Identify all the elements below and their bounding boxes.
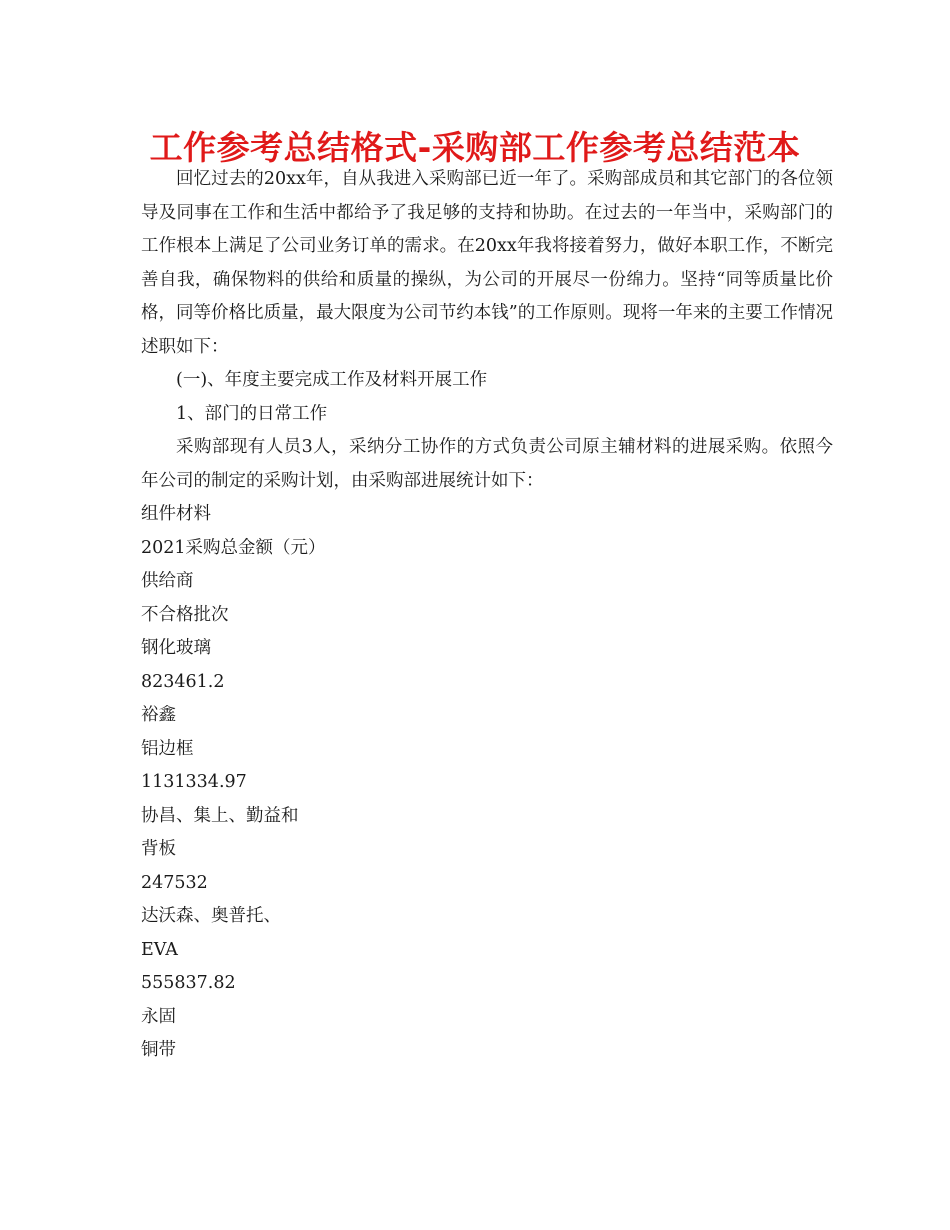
table-line: 组件材料 [141, 504, 211, 524]
table-lines [141, 498, 833, 1068]
table-line: 2021采购总金额（元） [141, 537, 326, 558]
table-line: EVA [141, 939, 178, 960]
table-line: 达沃森、奥普托、 [141, 906, 281, 926]
staff-paragraph: 采购部现有人员3人，采纳分工协作的方式负责公司原主辅材料的进展采购。依照今年公司的制定的采购计划，由采购部进展统计如下： [141, 437, 833, 491]
table-line: 铜带 [141, 1040, 176, 1060]
table-line: 背板 [141, 839, 176, 859]
table-line: 铝边框 [141, 738, 194, 759]
table-line: 裕鑫 [141, 705, 176, 725]
table-line: 钢化玻璃 [141, 638, 211, 658]
table-line: 不合格批次 [141, 604, 229, 625]
intro-paragraph: 回忆过去的20xx年，自从我进入采购部已近一年了。采购部成员和其它部门的各位领导及同事在工作和生活中都给予了我足够的支持和协助。在过去的一年当中，采购部门的工作根本上满足了公司业务订单的需求。在20xx年我将接着努力，做好本职工作，不断完善自我，确保物料的供给和质量的操纵，为公司的开展尽一份绵力。坚持“同等质量比价格，同等价格比质量，最大限度为公司节约本钱”的工作原则。现将一年来的主要工作情况述职如下： [141, 169, 833, 357]
table-line: 555837.82 [141, 973, 236, 993]
table-line: 协昌、集上、勤益和 [141, 805, 299, 826]
table-line: 供给商 [141, 571, 194, 591]
subsection-heading: 1、部门的日常工作 [176, 403, 328, 424]
section-heading: (一)、年度主要完成工作及材料开展工作 [176, 370, 488, 390]
document-body [141, 163, 833, 1068]
document-title: 工作参考总结格式-采购部工作参考总结范本 [149, 128, 801, 167]
table-line: 823461.2 [141, 671, 225, 692]
table-line: 1131334.97 [141, 772, 247, 792]
table-line: 247532 [141, 872, 208, 893]
table-line: 永固 [141, 1006, 176, 1027]
